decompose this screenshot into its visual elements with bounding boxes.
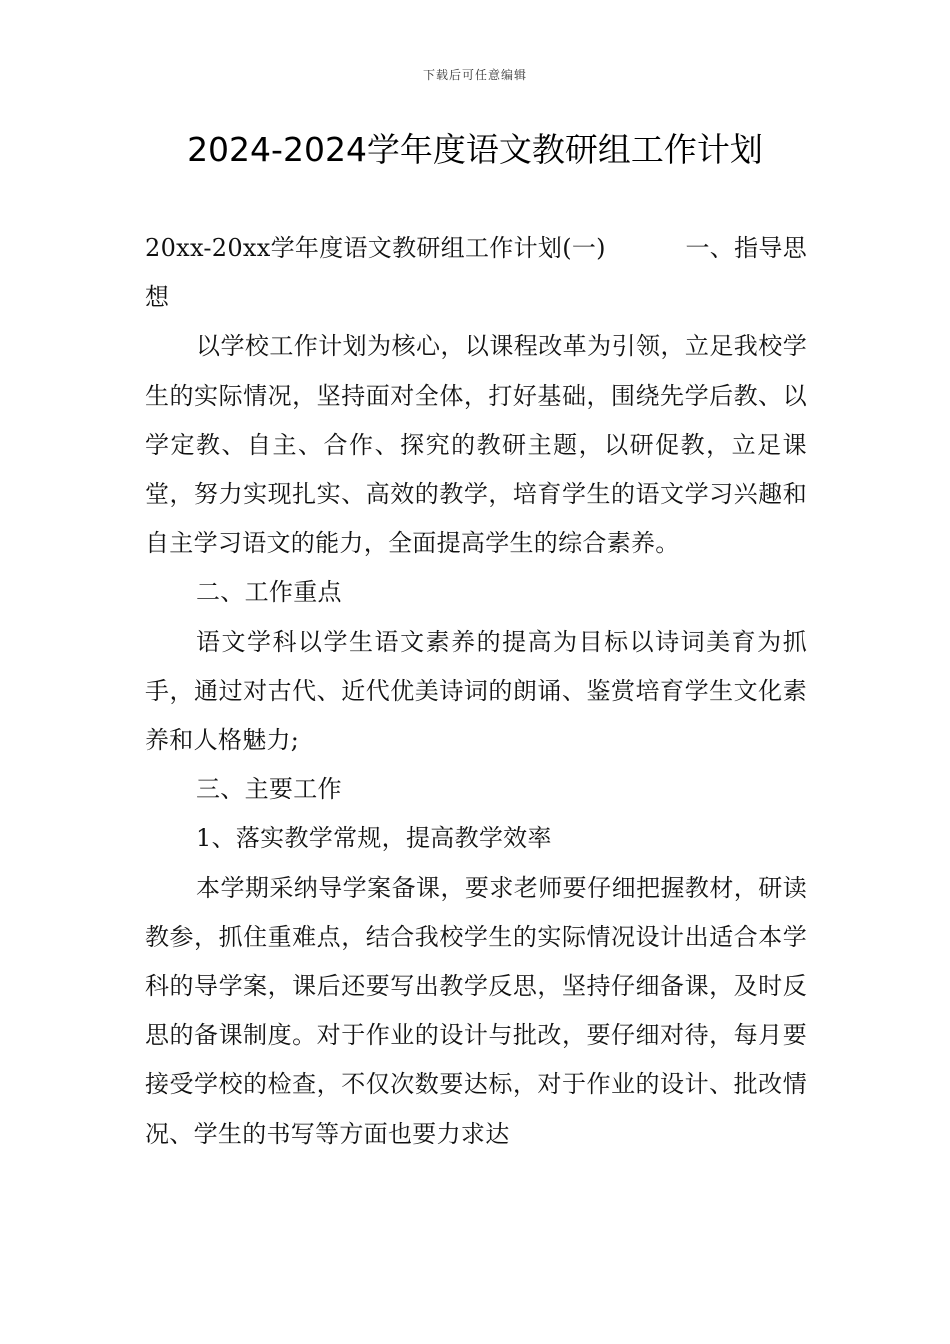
plan-subtitle: 20xx-20xx学年度语文教研组工作计划(一) [145,234,606,262]
section-three-heading: 三、主要工作 [196,775,342,804]
plan-subtitle-line [145,224,807,273]
document-body [145,224,807,1159]
section-two-heading: 二、工作重点 [196,578,342,607]
paragraph-guiding-thought: 以学校工作计划为核心，以课程改革为引领，立足我校学生的实际情况，坚持面对全体，打好基础，围绕先学后教、以学定教、自主、合作、探究的教研主题，以研促教，立足课堂，努力实现扎实、高效的教学，培育学生的语文学习兴趣和自主学习语文的能力，全面提高学生的综合素养。 [145,332,807,558]
section-one-heading-continued: 想 [145,283,170,312]
document-title: 2024-2024学年度语文教研组工作计划 [187,130,763,169]
subsection-heading-1: 1、落实教学常规，提高教学效率 [196,824,552,853]
header-note: 下载后可任意编辑 [422,68,527,82]
paragraph-work-focus: 语文学科以学生语文素养的提高为目标以诗词美育为抓手，通过对古代、近代优美诗词的朗诵、鉴赏培育学生文化素养和人格魅力; [145,627,807,755]
section-one-heading: 一、指导思 [685,234,807,262]
paragraph-teaching-routine: 本学期采纳导学案备课，要求老师要仔细把握教材，研读教参，抓住重难点，结合我校学生的实际情况设计出适合本学科的导学案，课后还要写出教学反思，坚持仔细备课，及时反思的备课制度。对于作业的设计与批改，要仔细对待，每月要接受学校的检查，不仅次数要达标，对于作业的设计、批改情况、学生的书写等方面也要力求达 [145,873,807,1148]
